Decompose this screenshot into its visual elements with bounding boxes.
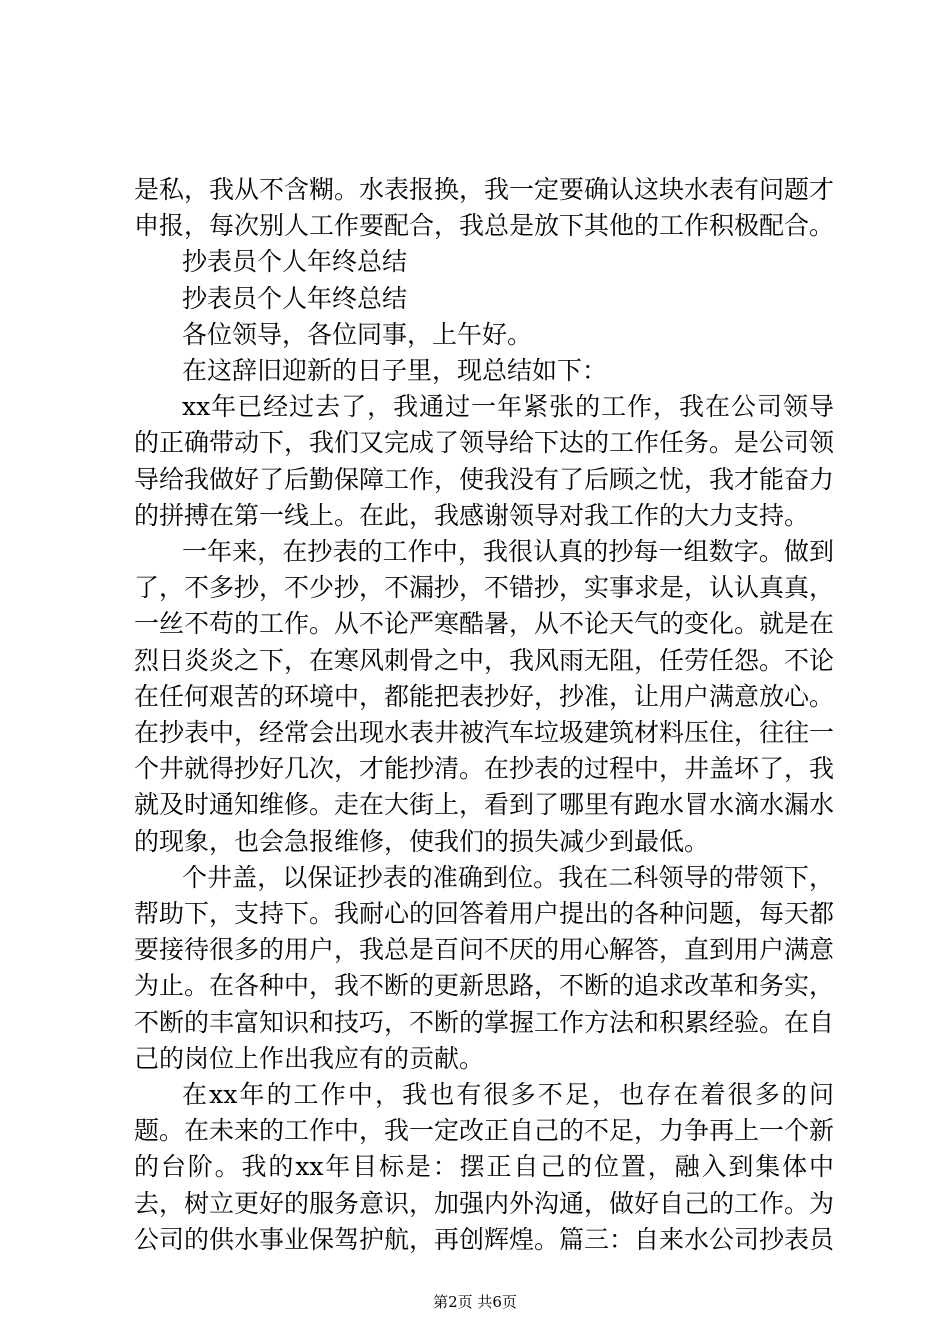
paragraph-year-review: xx年已经过去了，我通过一年紧张的工作，我在公司领导的正确带动下，我们又完成了领导给下达的工作任务。是公司领导给我做好了后勤保障工作，使我没有了后顾之忧，我才能奋力的拼搏在第一线上。在此，我感谢领导对我工作的大力支持。 [134,392,835,530]
heading-line-2: 抄表员个人年终总结 [182,283,408,313]
paragraph-intro: 是私，我从不含糊。水表报换，我一定要确认这块水表有问题才申报，每次别人工作要配合，我总是放下其他的工作积极配合。 [134,175,835,241]
paragraph-meter-reading: 一年来，在抄表的工作中，我很认真的抄每一组数字。做到了，不多抄，不少抄，不漏抄，不错抄，实事求是，认认真真，一丝不苟的工作。从不论严寒酷暑，从不论天气的变化。就是在烈日炎炎之下，在寒风刺骨之中，我风雨无阻，任劳任怨。不论在任何艰苦的环境中，都能把表抄好，抄准，让用户满意放心。在抄表中，经常会出现水表井被汽车垃圾建筑材料压住，往往一个井就得抄好几次，才能抄清。在抄表的过程中，井盖坏了，我就及时通知维修。走在大街上，看到了哪里有跑水冒水滴水漏水的现象，也会急报维修，使我们的损失减少到最低。 [134,537,835,856]
paragraph-shortcomings: 在xx年的工作中，我也有很多不足，也存在着很多的问题。在未来的工作中，我一定改正自己的不足，力争再上一个新的台阶。我的xx年目标是：摆正自己的位置，融入到集体中去，树立更好的服务意识，加强内外沟通，做好自己的工作。为公司的供水事业保驾护航，再创辉煌。篇三：自来水公司抄表员 [134,1080,835,1254]
heading-line-1: 抄表员个人年终总结 [182,247,408,277]
summary-intro-paragraph: 在这辞旧迎新的日子里，现总结如下： [182,356,608,386]
page-footer: 第2页 共6页 [433,1293,517,1311]
greeting-paragraph: 各位领导，各位同事，上午好。 [182,319,533,349]
document-body [134,172,834,1258]
paragraph-customer-service: 个井盖，以保证抄表的准确到位。我在二科领导的带领下，帮助下，支持下。我耐心的回答着用户提出的各种问题，每天都要接待很多的用户，我总是百问不厌的用心解答，直到用户满意为止。在各种中，我不断的更新思路，不断的追求改革和务实，不断的丰富知识和技巧，不断的掌握工作方法和积累经验。在自己的岗位上作出我应有的贡献。 [134,862,835,1073]
